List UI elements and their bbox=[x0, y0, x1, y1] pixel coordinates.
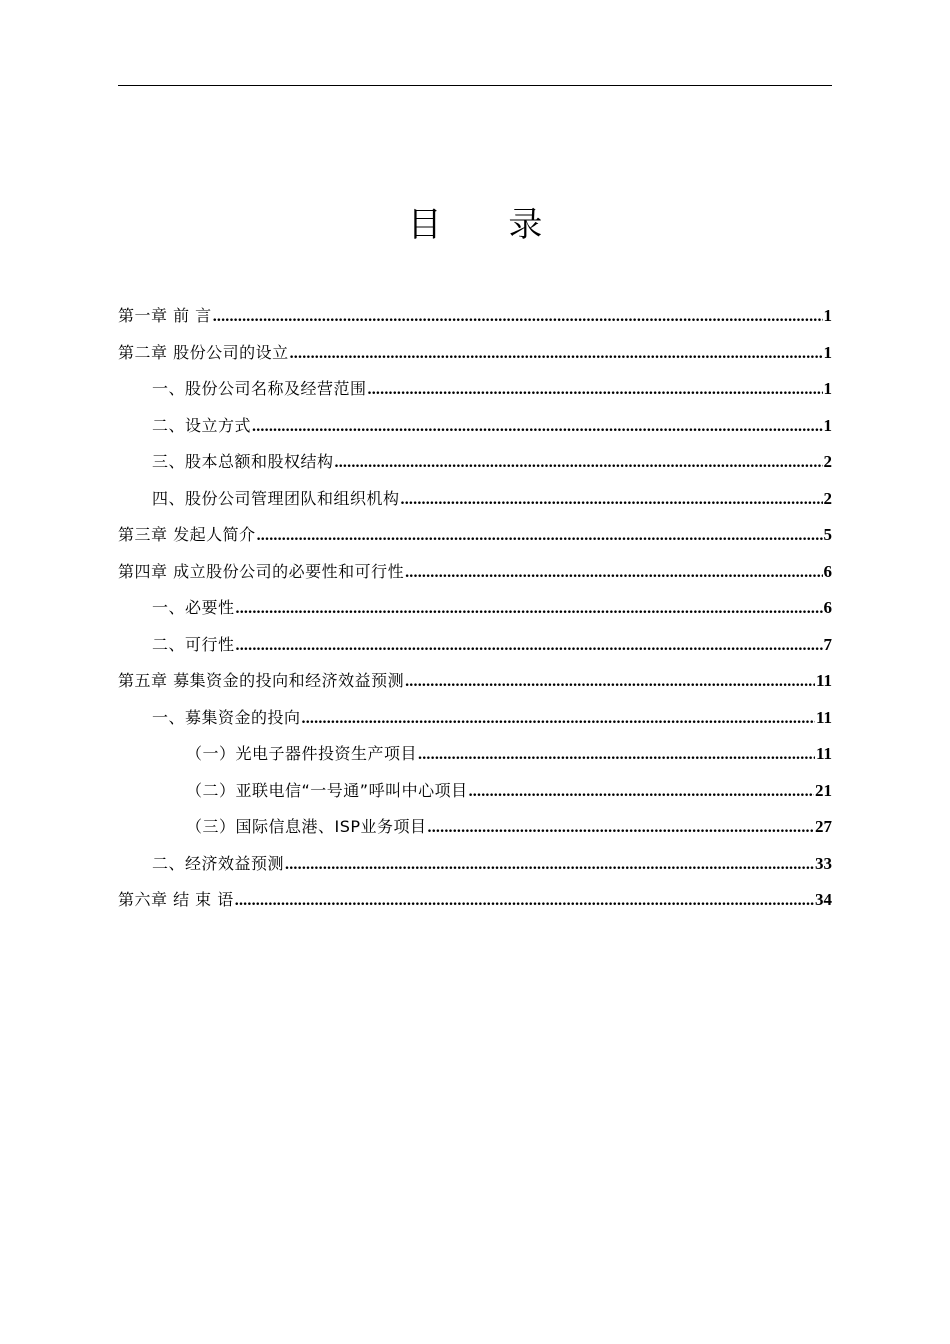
toc-entry-text: （三）国际信息港、ISP业务项目 bbox=[186, 817, 427, 836]
toc-page-number: 1 bbox=[823, 306, 832, 325]
toc-entry[interactable] bbox=[118, 663, 832, 700]
toc-dot-leader bbox=[401, 482, 823, 519]
toc-entry[interactable] bbox=[118, 809, 832, 846]
toc-entry[interactable] bbox=[118, 554, 832, 591]
toc-entry[interactable] bbox=[118, 773, 832, 810]
toc-page-number: 5 bbox=[823, 525, 832, 544]
toc-dot-leader bbox=[252, 409, 822, 446]
toc-page-number: 34 bbox=[815, 890, 832, 909]
table-of-contents bbox=[118, 298, 832, 919]
toc-entry-text: 第三章 发起人简介 bbox=[118, 525, 256, 544]
toc-page-number: 11 bbox=[815, 744, 832, 763]
toc-entry[interactable] bbox=[118, 700, 832, 737]
toc-dot-leader bbox=[236, 628, 823, 665]
toc-entry-text: 二、经济效益预测 bbox=[152, 853, 285, 873]
header-rule bbox=[118, 85, 832, 86]
toc-dot-leader bbox=[213, 299, 823, 336]
toc-entry[interactable] bbox=[118, 846, 832, 883]
toc-entry-text: 一、必要性 bbox=[152, 598, 235, 617]
toc-entry-text: 第五章 募集资金的投向和经济效益预测 bbox=[118, 671, 405, 690]
toc-dot-leader bbox=[290, 336, 823, 373]
toc-entry[interactable] bbox=[118, 371, 832, 408]
toc-page-number: 11 bbox=[815, 707, 832, 727]
toc-page-number: 1 bbox=[823, 415, 832, 435]
toc-entry-text: 三、股本总额和股权结构 bbox=[152, 452, 334, 471]
toc-entry-text: 一、募集资金的投向 bbox=[152, 707, 301, 727]
toc-page-number: 21 bbox=[815, 780, 832, 800]
toc-page-number: 2 bbox=[823, 488, 832, 508]
toc-entry[interactable] bbox=[118, 736, 832, 773]
toc-dot-leader bbox=[368, 372, 823, 409]
toc-page-number: 33 bbox=[815, 853, 832, 873]
toc-entry-text: 第六章 结 束 语 bbox=[118, 890, 234, 909]
toc-entry[interactable] bbox=[118, 882, 832, 919]
toc-page-number: 6 bbox=[823, 561, 832, 581]
toc-page-number: 7 bbox=[823, 634, 832, 654]
toc-dot-leader bbox=[302, 701, 815, 738]
toc-page-number: 27 bbox=[815, 817, 832, 836]
toc-entry[interactable] bbox=[118, 517, 832, 554]
toc-entry[interactable] bbox=[118, 627, 832, 664]
toc-entry-text: 一、股份公司名称及经营范围 bbox=[152, 379, 367, 398]
toc-entry-text: 第二章 股份公司的设立 bbox=[118, 342, 289, 362]
toc-entry-text: 四、股份公司管理团队和组织机构 bbox=[152, 488, 400, 508]
toc-entry[interactable] bbox=[118, 590, 832, 627]
toc-dot-leader bbox=[285, 847, 814, 884]
toc-dot-leader bbox=[236, 591, 823, 628]
toc-entry[interactable] bbox=[118, 481, 832, 518]
toc-dot-leader bbox=[418, 737, 815, 774]
toc-dot-leader bbox=[235, 883, 814, 920]
toc-entry[interactable] bbox=[118, 408, 832, 445]
toc-page-number: 1 bbox=[823, 342, 832, 362]
toc-page-number: 1 bbox=[823, 379, 832, 398]
toc-dot-leader bbox=[405, 555, 822, 592]
toc-entry-text: 第一章 前 言 bbox=[118, 306, 212, 325]
toc-dot-leader bbox=[257, 518, 823, 555]
toc-entry-text: （一）光电子器件投资生产项目 bbox=[186, 744, 418, 763]
toc-entry[interactable] bbox=[118, 298, 832, 335]
toc-entry-text: （二）亚联电信“一号通”呼叫中心项目 bbox=[186, 780, 468, 800]
toc-dot-leader bbox=[335, 445, 823, 482]
toc-dot-leader bbox=[405, 664, 815, 701]
page-title: 目 录 bbox=[407, 205, 571, 245]
toc-page-number: 2 bbox=[823, 452, 832, 471]
toc-entry-text: 二、可行性 bbox=[152, 634, 235, 654]
toc-dot-leader bbox=[428, 810, 814, 847]
toc-entry[interactable] bbox=[118, 444, 832, 481]
toc-dot-leader bbox=[469, 774, 814, 811]
toc-entry-text: 二、设立方式 bbox=[152, 415, 252, 435]
toc-page-number: 6 bbox=[823, 598, 832, 617]
toc-entry[interactable] bbox=[118, 335, 832, 372]
toc-entry-text: 第四章 成立股份公司的必要性和可行性 bbox=[118, 561, 405, 581]
toc-page-number: 11 bbox=[815, 671, 832, 690]
